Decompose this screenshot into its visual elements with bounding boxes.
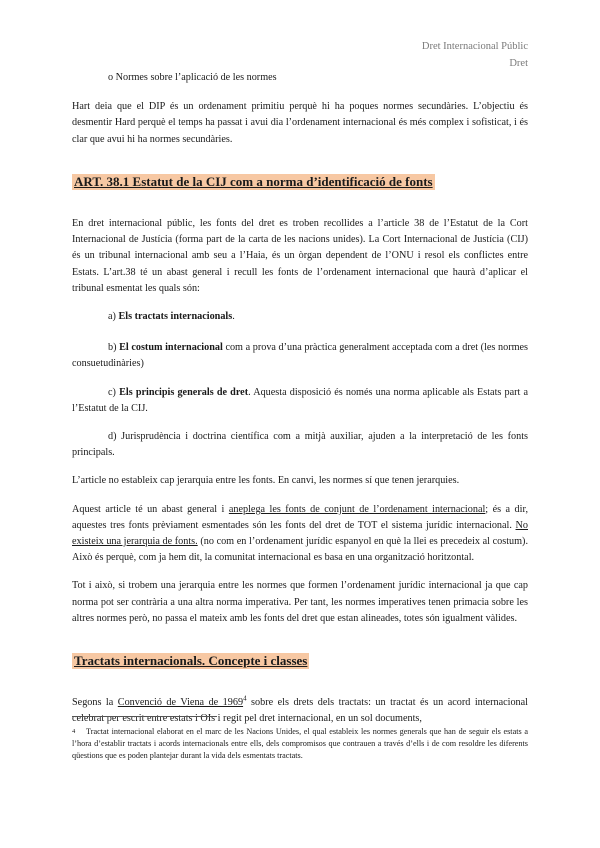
vienna-part2: sobre els drets dels tractats: un tractat és un acord internacional celebrat per escrit entre estats i OIs i regit pel dret internacional, en un sol documents, [72, 697, 528, 725]
general-scope-paragraph [72, 502, 528, 567]
heading-tractats-wrap [72, 641, 528, 681]
header-course: Dret Internacional Públic [421, 41, 528, 52]
general-part3: (no com en l’ordenament jurídic espanyol en què la llei es precedeix al costum). Això és perquè, com ja hem dit, la comunitat internacional es basa en una organització horitzontal. [72, 536, 528, 564]
footnote [72, 726, 528, 762]
heading-art38: ART. 38.1 Estatut de la CIJ com a norma d’identificació de fonts [74, 173, 433, 189]
list-a-prefix: a) [108, 311, 119, 323]
list-b-prefix: b) [108, 342, 120, 354]
list-c-prefix: c) [108, 386, 120, 398]
vienna-part1: Segons la [72, 697, 118, 709]
footnote-text: Tractat internacional elaborat en el marc de les Nacions Unides, el qual estableix les normes generals que han de seguir els estats a l’hora d’establir tractats i acords internacionals entre ells, dels compromisos que contrauen a través d’ells i de com resoldre les diferents qüestions que es poden plantejar durant la vida dels esmentats tractats. [72, 727, 528, 760]
bullet-normes-aplicacio: o Normes sobre l’aplicació de les normes [108, 72, 277, 83]
general-part1: Aquest article té un abast general i [72, 503, 229, 515]
footnote-divider [72, 716, 217, 717]
list-item-d: d) Jurisprudència i doctrina científica com a mitjà auxiliar, ajuden a la interpretació de les fonts principals. [72, 431, 528, 459]
header-subject: Dret [509, 58, 528, 69]
list-c-bold: Els principis generals de dret [119, 386, 249, 398]
list-item-a [108, 309, 528, 325]
list-b-rest: com a prova d’una pràctica generalment acceptada com a dret (les normes consuetudinàries) [72, 342, 528, 370]
list-b-bold: El costum internacional [119, 342, 223, 354]
footnote-mark: 4 [72, 728, 76, 735]
general-underline2: No existeix una jerarquia de fonts. [72, 519, 528, 548]
hierarchy-paragraph: L’article no estableix cap jerarquia entre les fonts. En canvi, les normes sí que tenen jerarquies. [72, 475, 460, 487]
vienna-convention-link: Convenció de Viena de 1969 [117, 697, 244, 709]
list-c-rest: . Aquesta disposició és només una norma aplicable als Estats part a l’Estatut de la CIJ. [72, 386, 529, 414]
footnote-ref: 4 [243, 694, 247, 703]
page-header [422, 38, 528, 72]
list-a-rest: . [232, 311, 235, 323]
general-underline1: aneplega les fonts de conjunt de l’ordenament internacional [228, 503, 486, 515]
list-item-c [72, 385, 528, 417]
list-item-b [72, 340, 528, 372]
heading-art38-wrap [72, 162, 528, 202]
intro-paragraph: Hart deia que el DIP és un ordenament primitiu perquè hi ha poques normes secundàries. L’objectiu és desmentir Hard perquè el temps ha passat i avui dia l’ordenament internacional és més complex i sofisticat, i és clar que avui hi ha normes secundàries. [72, 101, 528, 145]
list-a-bold: Els tractats internacionals [118, 311, 233, 323]
imperative-norms-paragraph: Tot i això, si trobem una jerarquia entre les normes que formen l’ordenament jurídic internacional ja que cap norma pot ser contrària a una altra norma imperativa. Per tant, les normes imperatives tenen primacia sobre les altres normes però, no passa el mateix amb les fonts del dret que estan alineades, totes són igualment vàlides. [72, 580, 528, 624]
document-body [72, 70, 528, 739]
art38-paragraph: En dret internacional públic, les fonts del dret es troben recollides a l’article 38 de l’Estatut de la Cort Internacional de Justícia (forma part de la carta de les nacions unides). La Cort Internacional de Justícia (CIJ) és un tribunal internacional amb seu a l’Haia, és un òrgan dependent de l’ONU i resol els conflictes entre Estats. L’art.38 té un abast general i recull les fonts de l’ordenament internacional que haurà d’aplicar el tribunal esmentat les quals són: [72, 218, 528, 294]
heading-tractats: Tractats internacionals. Concepte i classes [74, 653, 308, 669]
vienna-paragraph [72, 695, 528, 727]
general-part2: ; és a dir, aquestes tres fonts prèviament esmentades són les fonts del dret de TOT el sistema jurídic internacional. [72, 503, 528, 531]
